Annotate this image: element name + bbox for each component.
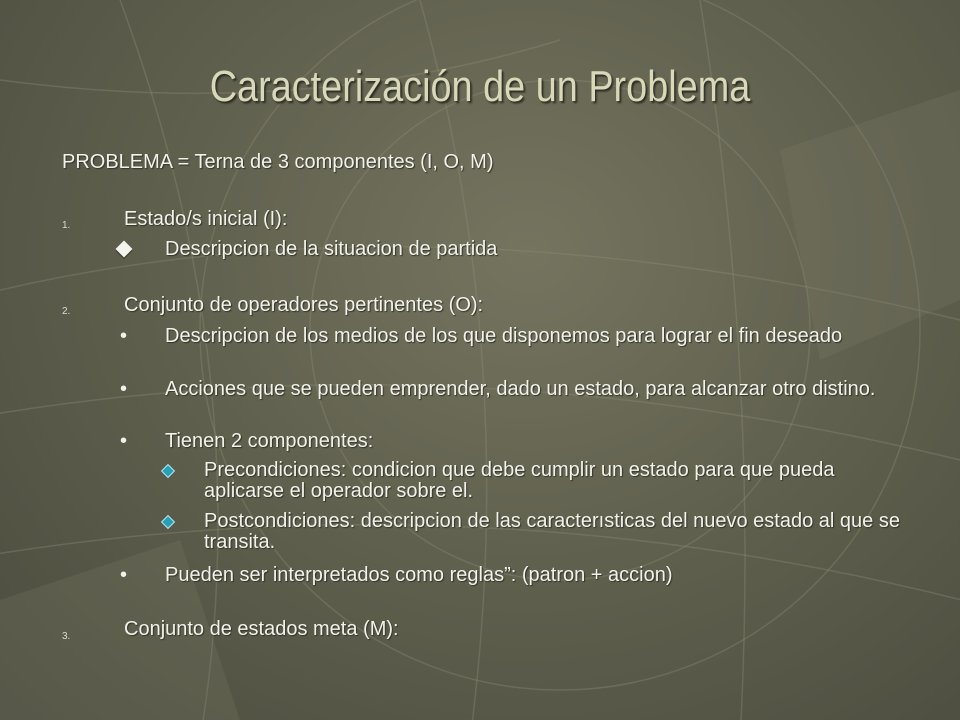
item-1-sub-1: Descripcion de la situacion de partida: [165, 238, 498, 260]
item-3-label: Conjunto de estados meta (M):: [124, 618, 399, 640]
item-2-sub-2: Acciones que se pueden emprender, dado un estado, para alcanzar otro distino.: [165, 378, 876, 400]
item-2-sub-1: Descripcion de los medios de los que disponemos para lograr el fin deseado: [165, 325, 843, 347]
item-2-sub-3: Tienen 2 componentes:: [165, 430, 374, 452]
problem-definition: PROBLEMA = Terna de 3 componentes (I, O, M): [62, 151, 494, 173]
slide-title: Caracterización de un Problema: [209, 62, 751, 111]
item-1-label: Estado/s inicial (I):: [124, 208, 288, 230]
item-3-number: 3.: [62, 631, 71, 642]
bullet-dot-icon: •: [120, 430, 128, 452]
small-diamond-bullet-icon: [161, 464, 175, 478]
item-2-number: 2.: [62, 306, 71, 317]
item-2-label: Conjunto de operadores pertinentes (O):: [124, 294, 484, 316]
item-2-subsub-2: Postcondiciones: descripcion de las caracterısticas del nuevo estado al que se transita.: [204, 510, 900, 553]
item-1-number: 1.: [62, 220, 71, 231]
item-2-sub-4: Pueden ser interpretados como reglas”: (patron + accion): [165, 564, 673, 586]
small-diamond-bullet-icon: [161, 515, 175, 529]
diamond-bullet-icon: [116, 241, 133, 258]
bullet-dot-icon: •: [120, 378, 128, 400]
bullet-dot-icon: •: [120, 564, 128, 586]
bullet-dot-icon: •: [120, 325, 128, 347]
item-2-subsub-1: Precondiciones: condicion que debe cumplir un estado para que pueda aplicarse el operador sobre el.: [204, 459, 835, 502]
